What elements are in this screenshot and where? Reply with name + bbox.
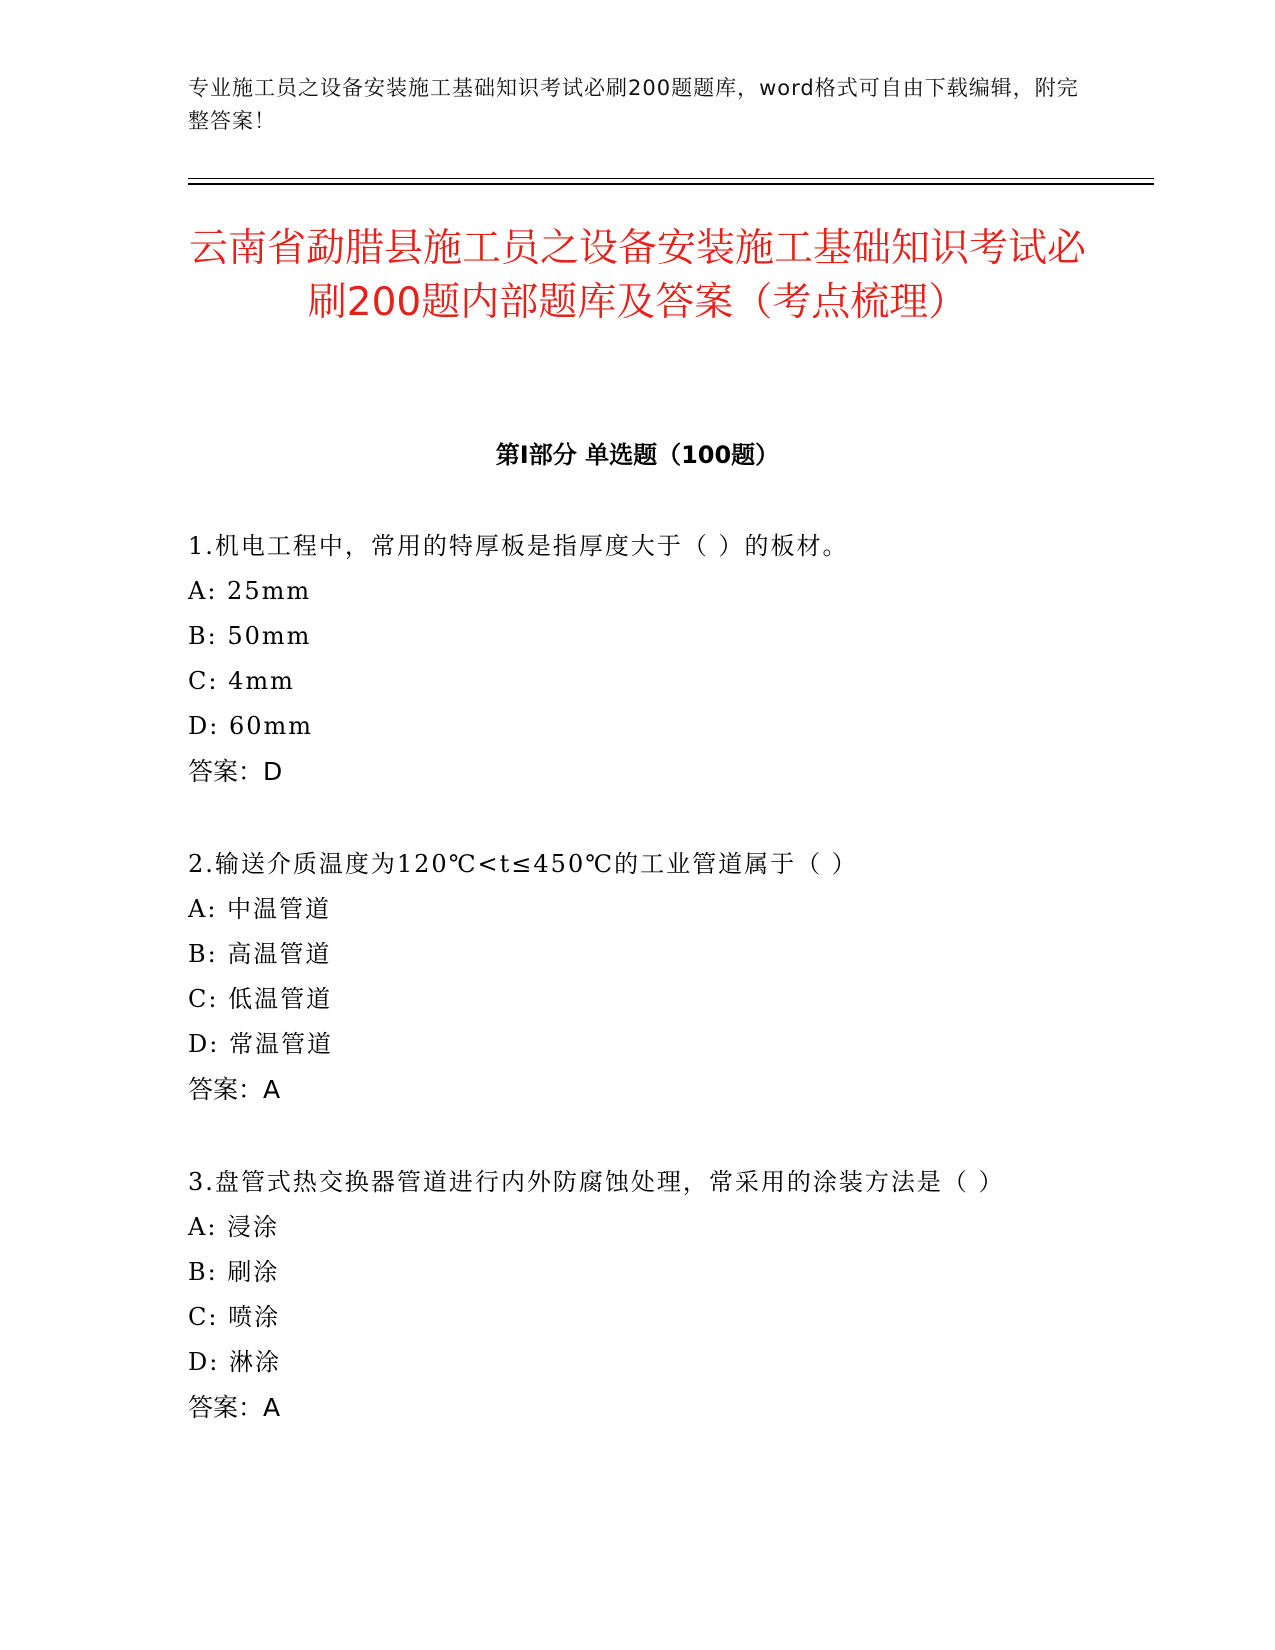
question-stem: 1.机电工程中，常用的特厚板是指厚度大于（ ）的板材。 [188,532,849,560]
question-3 [188,1160,1088,1430]
header-divider-thin [188,178,1154,179]
question-stem: 3.盘管式热交换器管道进行内外防腐蚀处理，常采用的涂装方法是（ ） [188,1168,1005,1196]
question-1 [188,524,1088,794]
option-a: A: 中温管道 [188,895,332,923]
header-divider-thick [188,183,1154,185]
answer: 答案：D [188,757,283,786]
option-d: D: 常温管道 [188,1030,333,1058]
option-a: A: 浸涂 [188,1213,280,1241]
answer: 答案：A [188,1393,281,1422]
option-c: C: 4mm [188,667,295,695]
option-a: A: 25mm [188,577,312,605]
header-note: 专业施工员之设备安装施工基础知识考试必刷200题题库，word格式可自由下载编辑，附完整答案！ [188,76,1079,133]
answer: 答案：A [188,1075,281,1104]
section-title: 第Ⅰ部分 单选题（100题） [495,441,780,469]
question-2 [188,842,1088,1112]
document-title: 云南省勐腊县施工员之设备安装施工基础知识考试必刷200题内部题库及答案（考点梳理） [188,226,1086,325]
option-c: C: 喷涂 [188,1303,281,1331]
option-b: B: 高温管道 [188,940,332,968]
option-d: D: 淋涂 [188,1348,281,1376]
option-d: D: 60mm [188,712,314,740]
question-stem: 2.输送介质温度为120℃<t≤450℃的工业管道属于（ ） [188,850,858,878]
option-b: B: 50mm [188,622,312,650]
option-b: B: 刷涂 [188,1258,280,1286]
option-c: C: 低温管道 [188,985,333,1013]
